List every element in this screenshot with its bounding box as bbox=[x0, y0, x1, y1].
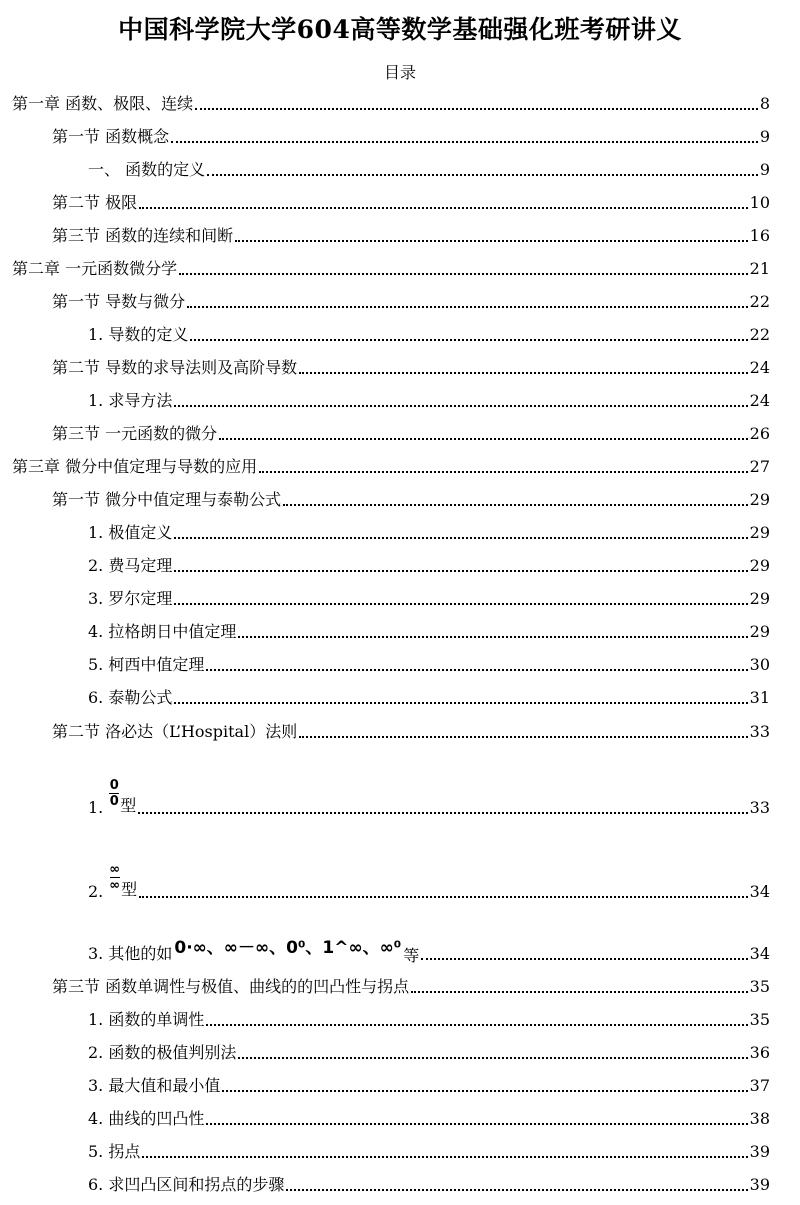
toc-entry-subsection[interactable] bbox=[88, 1043, 770, 1063]
toc-entry-page: 38 bbox=[749, 1109, 770, 1128]
leader-dots bbox=[139, 896, 748, 898]
leader-dots bbox=[142, 1156, 747, 1158]
leader-dots bbox=[299, 372, 748, 374]
fraction-denominator: 0 bbox=[109, 794, 119, 809]
toc-entry-subsection[interactable] bbox=[88, 1175, 770, 1195]
leader-dots bbox=[283, 504, 748, 506]
toc-entry-subsection[interactable] bbox=[88, 556, 770, 576]
leader-dots bbox=[190, 339, 747, 341]
leader-dots bbox=[238, 1057, 747, 1059]
toc-entry-chapter-2[interactable] bbox=[12, 259, 770, 279]
toc-entry-section[interactable] bbox=[52, 292, 770, 312]
fraction-numerator: 0 bbox=[109, 778, 119, 793]
toc-entry-label: 4. 曲线的凹凸性 bbox=[88, 1109, 205, 1128]
leader-dots bbox=[421, 958, 747, 960]
leader-dots bbox=[259, 471, 748, 473]
toc-entry-subsection[interactable] bbox=[88, 589, 770, 609]
item-suffix: 等 bbox=[403, 946, 420, 965]
leader-dots bbox=[174, 405, 747, 407]
math-expression: 0·∞、∞－∞、0⁰、1^∞、∞⁰ bbox=[174, 938, 402, 958]
toc-entry-label bbox=[88, 862, 138, 902]
toc-entry-subsection[interactable] bbox=[88, 1142, 770, 1162]
toc-entry-label: 第二节 极限 bbox=[52, 193, 138, 212]
fraction-zero-over-zero bbox=[109, 779, 119, 808]
toc-entry-label: 第三章 微分中值定理与导数的应用 bbox=[12, 457, 258, 476]
toc-entry-subsection[interactable] bbox=[88, 325, 770, 345]
toc-entry-subsection[interactable] bbox=[88, 688, 770, 708]
fraction-inf-over-inf bbox=[109, 863, 120, 892]
toc-entry-label bbox=[88, 778, 137, 818]
toc-entry-page: 9 bbox=[759, 160, 770, 179]
toc-entry-section[interactable] bbox=[52, 127, 770, 147]
toc-entry-label: 第三节 函数的连续和间断 bbox=[52, 226, 234, 245]
toc-entry-page: 10 bbox=[749, 193, 770, 212]
toc-entry-label: 1. 导数的定义 bbox=[88, 325, 189, 344]
toc-entry-label: 第二节 洛必达（L’Hospital）法则 bbox=[52, 722, 298, 741]
leader-dots bbox=[207, 174, 758, 176]
toc-entry-page: 35 bbox=[749, 977, 770, 996]
toc-entry-page: 21 bbox=[749, 259, 770, 278]
toc-entry-page: 22 bbox=[749, 292, 770, 311]
toc-entry-label: 1. 函数的单调性 bbox=[88, 1010, 205, 1029]
toc-heading: 目录 bbox=[383, 63, 416, 82]
toc-entry-label: 第一节 导数与微分 bbox=[52, 292, 186, 311]
toc-entry-page: 39 bbox=[749, 1175, 770, 1194]
leader-dots bbox=[174, 537, 747, 539]
leader-dots bbox=[171, 141, 758, 143]
toc-entry-subsection[interactable] bbox=[88, 1109, 770, 1129]
toc-entry-label: 第二节 导数的求导法则及高阶导数 bbox=[52, 358, 298, 377]
toc-entry-label: 5. 柯西中值定理 bbox=[88, 655, 205, 674]
toc-entry-page: 30 bbox=[749, 655, 770, 674]
toc-entry-page: 24 bbox=[749, 358, 770, 377]
toc-entry-section[interactable] bbox=[52, 226, 770, 246]
leader-dots bbox=[219, 438, 748, 440]
leader-dots bbox=[206, 1024, 747, 1026]
toc-entry-page: 16 bbox=[749, 226, 770, 245]
toc-entry-chapter-3[interactable] bbox=[12, 457, 770, 477]
toc-entry-label: 第三节 函数单调性与极值、曲线的的凹凸性与拐点 bbox=[52, 977, 410, 996]
toc-entry-subsection[interactable] bbox=[88, 160, 770, 180]
toc-entry-label: 第一节 函数概念 bbox=[52, 127, 170, 146]
toc-entry-label: 1. 求导方法 bbox=[88, 391, 173, 410]
leader-dots bbox=[299, 736, 747, 738]
document-title: 中国科学院大学604高等数学基础强化班考研讲义 bbox=[118, 15, 682, 44]
toc-entry-page: 29 bbox=[749, 556, 770, 575]
toc-entry-page: 26 bbox=[749, 424, 770, 443]
toc-entry-label: 第三节 一元函数的微分 bbox=[52, 424, 218, 443]
toc-entry-page: 31 bbox=[749, 688, 770, 707]
toc-entry-page: 33 bbox=[749, 722, 770, 741]
leader-dots bbox=[206, 1123, 747, 1125]
toc-entry-page: 8 bbox=[759, 94, 770, 113]
leader-dots bbox=[222, 1090, 747, 1092]
toc-entry-section[interactable] bbox=[52, 193, 770, 213]
toc-entry-chapter-1[interactable] bbox=[12, 94, 770, 114]
item-number: 2. bbox=[88, 882, 104, 901]
toc-entry-section[interactable] bbox=[52, 977, 770, 997]
leader-dots bbox=[238, 636, 747, 638]
toc-entry-section[interactable] bbox=[52, 358, 770, 378]
leader-dots bbox=[187, 306, 748, 308]
toc-entry-label: 3. 罗尔定理 bbox=[88, 589, 173, 608]
toc-entry-page: 36 bbox=[749, 1043, 770, 1062]
toc-entry-page: 34 bbox=[749, 944, 770, 963]
leader-dots bbox=[174, 603, 747, 605]
toc-entry-subsection[interactable] bbox=[88, 862, 770, 902]
fraction-denominator: ∞ bbox=[109, 878, 121, 893]
leader-dots bbox=[195, 108, 758, 110]
toc-entry-subsection[interactable] bbox=[88, 622, 770, 642]
toc-entry-label: 4. 拉格朗日中值定理 bbox=[88, 622, 237, 641]
leader-dots bbox=[138, 812, 747, 814]
item-suffix: 型 bbox=[120, 796, 137, 815]
toc-entry-label bbox=[88, 938, 420, 965]
toc-entry-label: 1. 极值定义 bbox=[88, 523, 173, 542]
toc-entry-page: 35 bbox=[749, 1010, 770, 1029]
item-number: 1. bbox=[88, 798, 104, 817]
toc-entry-label: 6. 求凹凸区间和拐点的步骤 bbox=[88, 1175, 285, 1194]
leader-dots bbox=[139, 207, 748, 209]
toc-entry-subsection[interactable] bbox=[88, 655, 770, 675]
toc-entry-label: 2. 函数的极值判别法 bbox=[88, 1043, 237, 1062]
toc-entry-label: 一、 函数的定义 bbox=[88, 160, 206, 179]
toc-entry-label: 5. 拐点 bbox=[88, 1142, 141, 1161]
leader-dots bbox=[411, 991, 748, 993]
toc-entry-subsection[interactable] bbox=[88, 778, 770, 818]
toc-entry-page: 34 bbox=[749, 882, 770, 901]
toc-entry-label: 第一章 函数、极限、连续 bbox=[12, 94, 194, 113]
toc-entry-section[interactable] bbox=[52, 722, 770, 742]
toc-entry-page: 37 bbox=[749, 1076, 770, 1095]
toc-entry-label: 6. 泰勒公式 bbox=[88, 688, 173, 707]
leader-dots bbox=[179, 273, 748, 275]
toc-entry-subsection[interactable] bbox=[88, 938, 770, 965]
item-text: 3. 其他的如 bbox=[88, 944, 173, 963]
leader-dots bbox=[174, 702, 747, 704]
toc-entry-label: 3. 最大值和最小值 bbox=[88, 1076, 221, 1095]
toc-entry-page: 27 bbox=[749, 457, 770, 476]
toc-entry-subsection[interactable] bbox=[88, 523, 770, 543]
fraction-numerator: ∞ bbox=[109, 862, 121, 877]
toc-entry-page: 9 bbox=[759, 127, 770, 146]
toc-entry-page: 29 bbox=[749, 523, 770, 542]
toc-entry-page: 29 bbox=[749, 589, 770, 608]
toc-entry-label: 2. 费马定理 bbox=[88, 556, 173, 575]
toc-entry-subsection[interactable] bbox=[88, 1010, 770, 1030]
toc-entry-page: 29 bbox=[749, 490, 770, 509]
leader-dots bbox=[174, 570, 747, 572]
leader-dots bbox=[206, 669, 747, 671]
toc-entry-label: 第一节 微分中值定理与泰勒公式 bbox=[52, 490, 282, 509]
leader-dots bbox=[235, 240, 748, 242]
toc-entry-page: 33 bbox=[749, 798, 770, 817]
item-suffix: 型 bbox=[121, 880, 138, 899]
toc-entry-section[interactable] bbox=[52, 490, 770, 510]
toc-entry-page: 39 bbox=[749, 1142, 770, 1161]
toc-entry-subsection[interactable] bbox=[88, 1076, 770, 1096]
toc-entry-page: 29 bbox=[749, 622, 770, 641]
toc-entry-section[interactable] bbox=[52, 424, 770, 444]
toc-entry-label: 第二章 一元函数微分学 bbox=[12, 259, 178, 278]
leader-dots bbox=[286, 1189, 747, 1191]
toc-entry-subsection[interactable] bbox=[88, 391, 770, 411]
toc-entry-page: 22 bbox=[749, 325, 770, 344]
toc-entry-page: 24 bbox=[749, 391, 770, 410]
